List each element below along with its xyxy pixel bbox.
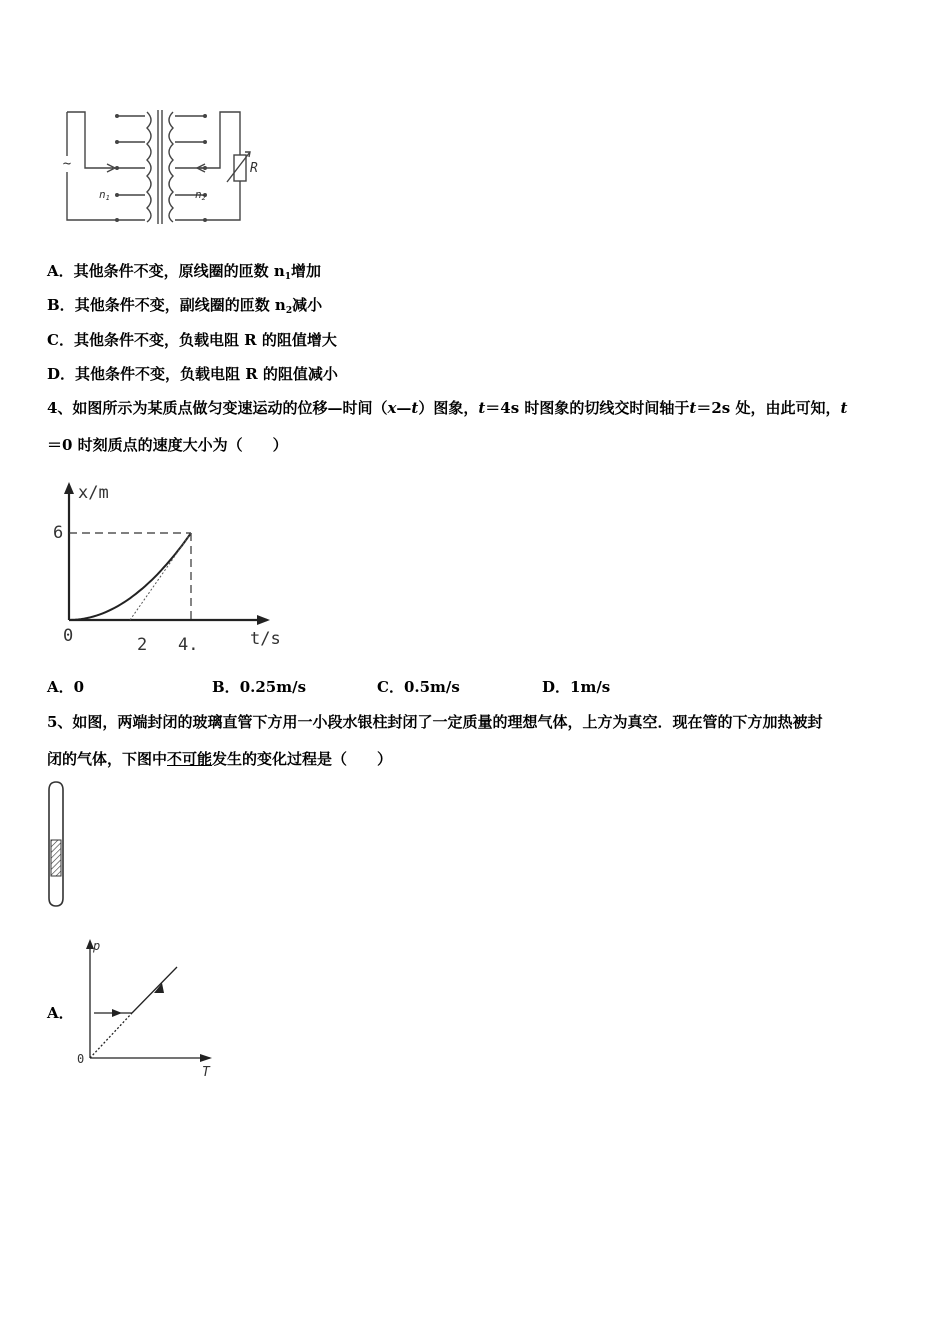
q3-option-c: C．其他条件不变，负载电阻 R 的阻值增大 xyxy=(47,331,337,349)
mercury-column xyxy=(51,840,61,876)
p-t-graph xyxy=(72,935,222,1080)
x-tick-0: 0 xyxy=(63,626,74,646)
q4-stem-line1: 4、如图所示为某质点做匀变速运动的位移—时间（x—t）图象，t＝4s 时图象的切线交时间轴于t＝2s 处，由此可知，t xyxy=(47,399,848,417)
x-tick-4: 4. xyxy=(178,635,199,655)
x-t-curve xyxy=(69,533,191,620)
n2-label: n xyxy=(195,188,202,201)
tangent-line xyxy=(130,533,191,620)
x-tick-2: 2 xyxy=(137,635,148,655)
q5-stem-line1: 5、如图，两端封闭的玻璃直管下方用一小段水银柱封闭了一定质量的理想气体，上方为真空．现在管的下方加热被封 xyxy=(47,713,823,731)
ac-source-symbol: ~ xyxy=(62,156,72,172)
transformer-diagram xyxy=(55,100,275,230)
p-axis-label: p xyxy=(93,939,101,953)
q4-stem-line2: ＝0 时刻质点的速度大小为（ ） xyxy=(47,436,288,454)
q5-stem-line2: 闭的气体，下图中不可能发生的变化过程是（ ） xyxy=(47,750,393,768)
t-axis-arrow-icon xyxy=(200,1054,212,1062)
r-label: R xyxy=(250,161,258,176)
q3-option-d: D．其他条件不变，负载电阻 R 的阻值减小 xyxy=(47,365,338,383)
t-axis-label: T xyxy=(202,1065,210,1080)
q4-option-a: A．0 xyxy=(47,678,85,696)
x-axis-arrow-icon xyxy=(257,615,270,625)
n1-label: n xyxy=(99,188,106,201)
process-arrow-icon xyxy=(112,1009,122,1017)
origin-label: 0 xyxy=(77,1052,85,1066)
q4-option-c: C．0.5m/s xyxy=(377,678,460,696)
svg-text:n2: n2 xyxy=(195,188,206,202)
q4-option-b: B．0.25m/s xyxy=(212,678,307,696)
q5-option-a-label: A． xyxy=(47,1004,74,1022)
q4-option-d: D．1m/s xyxy=(542,678,611,696)
x-axis-label: t/s xyxy=(250,629,281,649)
y-axis-label: x/m xyxy=(78,483,109,503)
q3-option-b: B．其他条件不变，副线圈的匝数 $n_2$减小 xyxy=(47,296,323,316)
glass-tube-figure xyxy=(44,780,70,910)
y-axis-arrow-icon xyxy=(64,482,74,494)
x-t-chart xyxy=(45,478,295,658)
y-tick-6: 6 xyxy=(53,523,64,543)
svg-text:n1: n1 xyxy=(99,188,110,202)
q3-option-a: A．其他条件不变，原线圈的匝数 $n_1$增加 xyxy=(47,262,322,282)
